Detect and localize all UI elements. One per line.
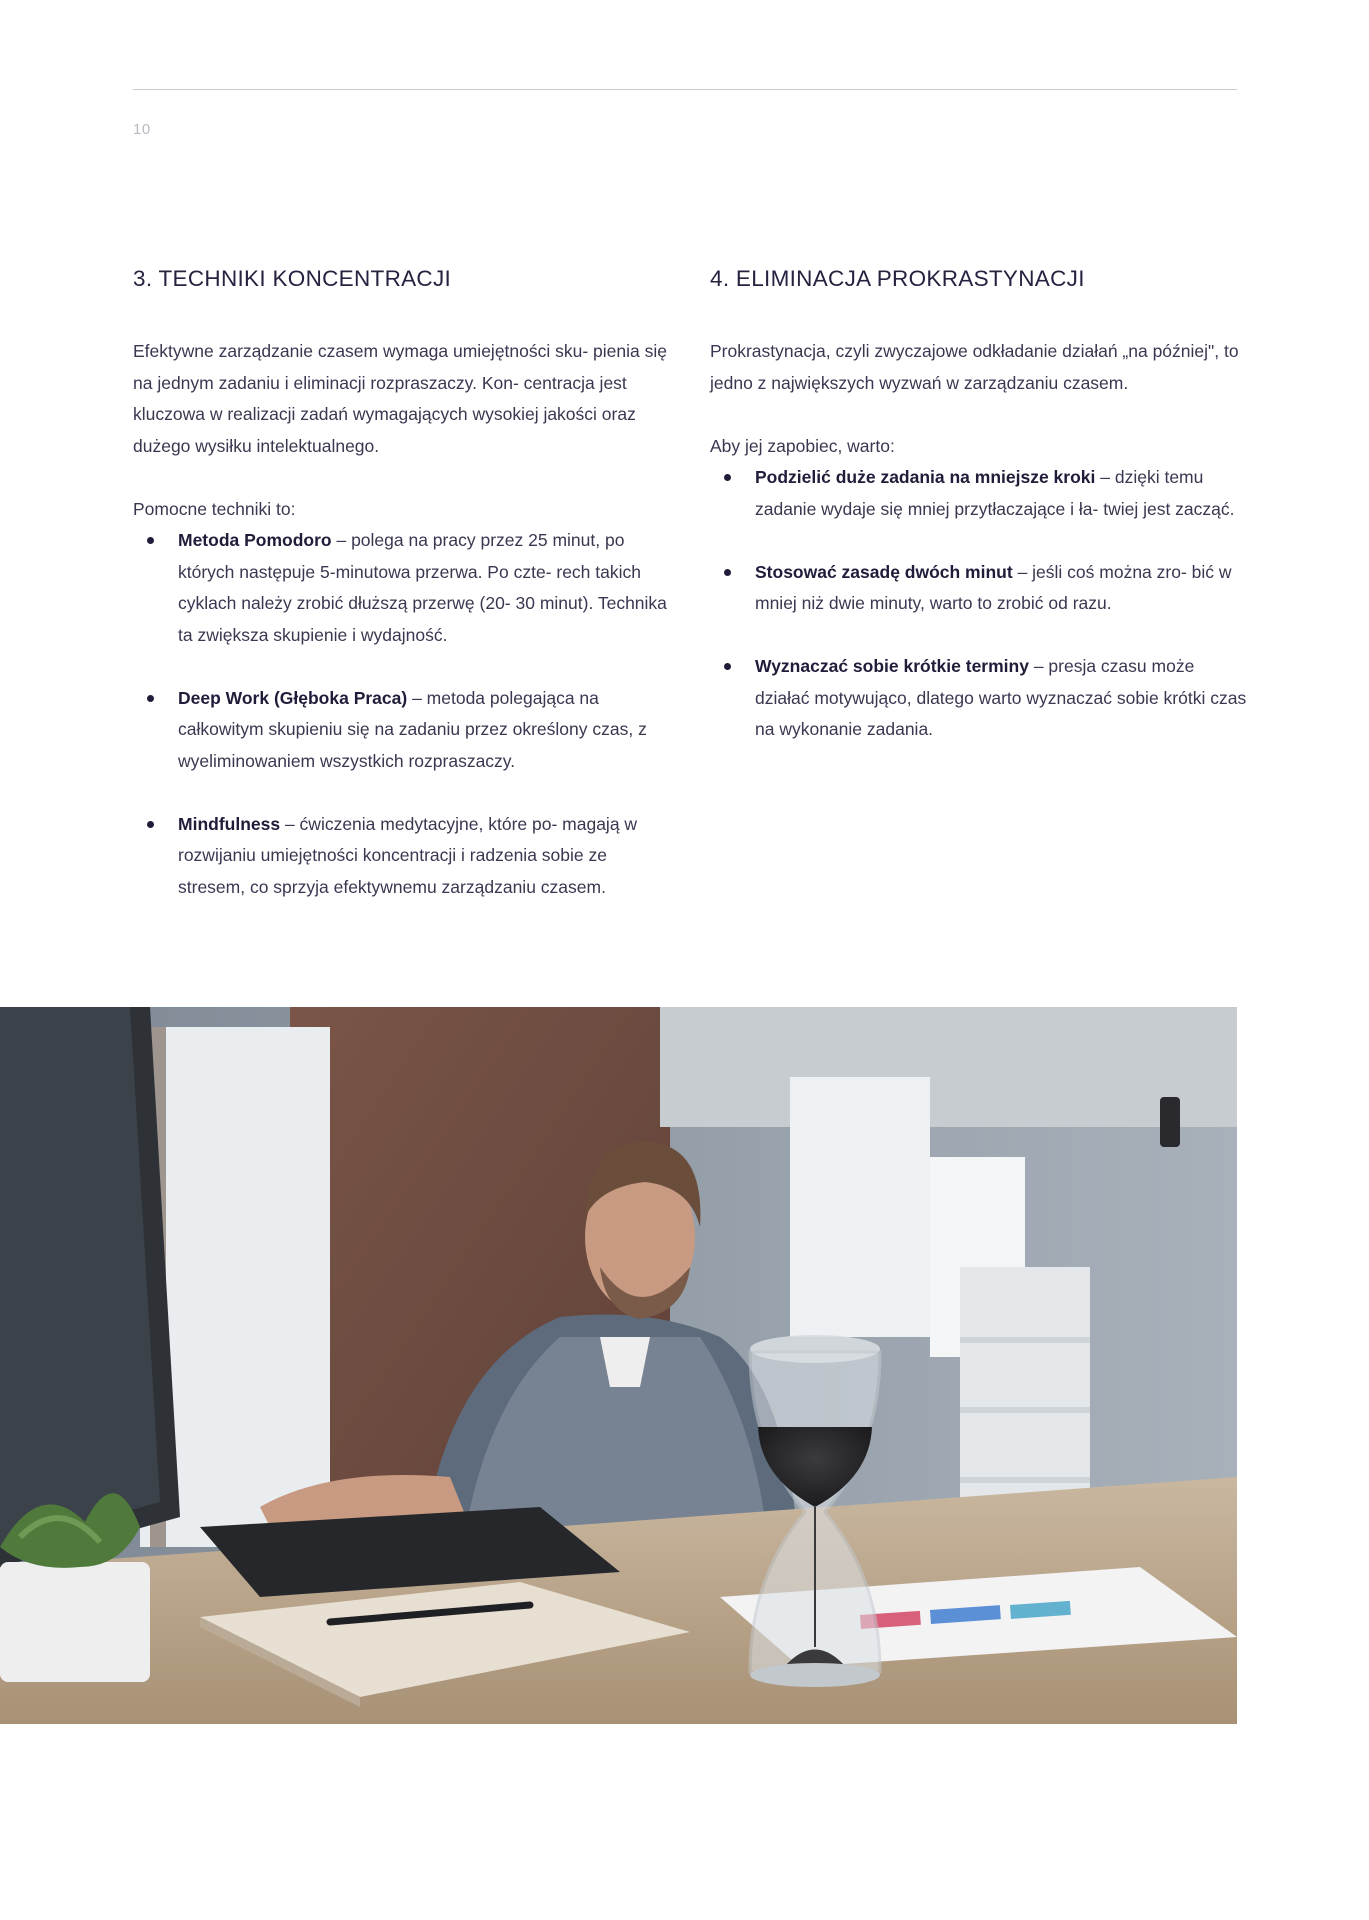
item-text: – presja czasu może działać motywująco, dlatego warto wyznaczać sobie krótki czas na wykonanie zadania. xyxy=(755,656,1247,739)
bullet-icon xyxy=(724,569,731,576)
item-title: Podzielić duże zadania na mniejsze kroki xyxy=(755,467,1096,487)
bullet-icon xyxy=(724,474,731,481)
item-title: Deep Work (Głęboka Praca) xyxy=(178,687,408,708)
item-title: Stosować zasadę dwóch minut xyxy=(755,561,1013,582)
item-text: – polega na pracy przez 25 minut, po których następuje 5-minutowa przerwa. Po czte- rech takich cyklach należy zrobić dłuższą przerwę (20- 30 minut). Technika ta zwiększa skupienie i wydajność. xyxy=(178,530,667,645)
section-heading-right: 4. ELIMINACJA PROKRASTYNACJI xyxy=(710,266,1085,291)
bullet-icon xyxy=(724,663,731,670)
item-text: – metoda polegająca na całkowitym skupieniu się na zadaniu przez określony czas, z wyeliminowaniem wszystkich rozpraszaczy. xyxy=(178,687,647,771)
page-number: 10 xyxy=(133,121,151,138)
list-item xyxy=(710,462,1250,525)
item-title: Metoda Pomodoro xyxy=(178,530,332,550)
list-item xyxy=(710,651,1250,746)
intro-paragraph-right: Prokrastynacja, czyli zwyczajowe odkładanie działań „na później", to jedno z największych wyzwań w zarządzaniu czasem. xyxy=(710,341,1239,393)
bullet-list-right xyxy=(710,462,1250,746)
list-item xyxy=(133,683,673,778)
list-item xyxy=(710,557,1250,620)
photo-illustration xyxy=(0,1007,1237,1724)
item-title: Mindfulness xyxy=(178,813,281,834)
bullet-list-left xyxy=(133,525,673,903)
bullet-icon xyxy=(147,537,154,544)
header-rule xyxy=(133,89,1237,90)
photo-man-at-computer-with-hourglass xyxy=(0,1007,1237,1724)
lead-text-left: Pomocne techniki to: xyxy=(133,498,296,519)
bullet-icon xyxy=(147,821,154,828)
item-title: Wyznaczać sobie krótkie terminy xyxy=(755,656,1029,676)
item-text: – ćwiczenia medytacyjne, które po- magają w rozwijaniu umiejętności koncentracji i radzenia sobie ze stresem, co sprzyja efektywnemu zarządzaniu czasem. xyxy=(178,813,638,897)
section-heading-left: 3. TECHNIKI KONCENTRACJI xyxy=(133,266,452,291)
list-item xyxy=(133,809,673,904)
section-procrastination xyxy=(710,262,1250,746)
bullet-icon xyxy=(147,695,154,702)
section-concentration-techniques xyxy=(133,262,673,903)
item-text: – dzięki temu zadanie wydaje się mniej przytłaczające i ła- twiej jest zacząć. xyxy=(755,467,1235,519)
list-item xyxy=(133,525,673,651)
intro-paragraph-left: Efektywne zarządzanie czasem wymaga umiejętności sku- pienia się na jednym zadaniu i eliminacji rozpraszaczy. Kon- centracja jest kluczowa w realizacji zadań wymagających wysokiej jakości oraz dużego wysiłku intelektualnego. xyxy=(133,341,667,456)
lead-text-right: Aby jej zapobiec, warto: xyxy=(710,435,895,456)
item-text: – jeśli coś można zro- bić w mniej niż dwie minuty, warto to zrobić od razu. xyxy=(755,561,1232,613)
